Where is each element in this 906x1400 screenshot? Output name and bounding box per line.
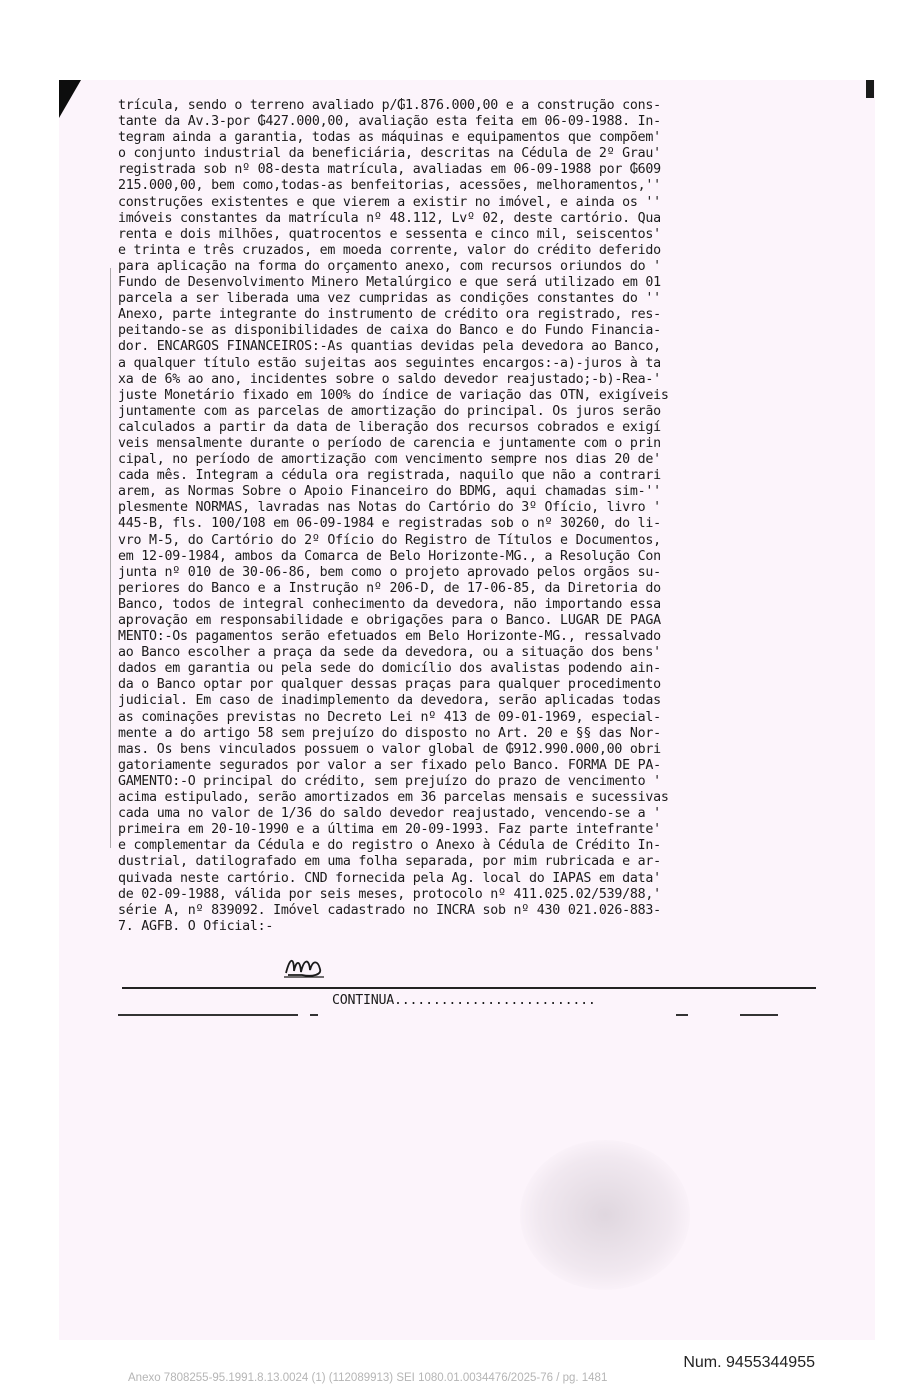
text-line: parcela a ser liberada uma vez cumpridas as condições constantes do '': [118, 291, 661, 307]
text-line: MENTO:-Os pagamentos serão efetuados em Belo Horizonte-MG., ressalvado: [118, 629, 661, 645]
document-body: [118, 98, 818, 935]
text-line: primeira em 20-10-1990 e a última em 20-09-1993. Faz parte intefrante': [118, 822, 661, 838]
text-line: plesmente NORMAS, lavradas nas Notas do Cartório do 3º Ofício, livro ': [118, 500, 661, 516]
text-line: 215.000,00, bem como,todas-as benfeitorias, acessões, melhoramentos,'': [118, 178, 661, 194]
text-line: xa de 6% ao ano, incidentes sobre o saldo devedor reajustado;-b)-Rea-': [118, 371, 661, 387]
text-line: aprovação em responsabilidade e obrigações para o Banco. LUGAR DE PAGA: [118, 613, 661, 628]
continua-label: CONTINUA..........................: [332, 993, 596, 1008]
bottom-scan-mark: [676, 1014, 688, 1016]
text-line: registrada sob nº 08-desta matrícula, avaliadas em 06-09-1988 por ₲609: [118, 162, 661, 178]
text-line: 445-B, fls. 100/108 em 06-09-1984 e registradas sob o nº 30260, do li-: [118, 516, 661, 532]
text-line: cada mês. Integram a cédula ora registrada, naquilo que não a contrari: [118, 468, 661, 484]
text-line: tegram ainda a garantia, todas as máquinas e equipamentos que compõem': [118, 130, 661, 146]
text-line: veis mensalmente durante o período de carencia e juntamente com o prin: [118, 435, 661, 451]
footer-reference: Anexo 7808255-95.1991.8.13.0024 (1) (112089913) SEI 1080.01.0034476/2025-76 / pg. 1481: [128, 1372, 608, 1384]
text-line: periores do Banco e a Instrução nº 206-D, de 17-06-85, da Diretoria do: [118, 580, 661, 596]
text-line: dados em garantia ou pela sede do domicílio dos avalistas podendo ain-: [118, 661, 661, 677]
text-line: cada uma no valor de 1/36 do saldo devedor reajustado, vencendo-se a ': [118, 806, 661, 822]
text-line: GAMENTO:-O principal do crédito, sem prejuízo do prazo de vencimento ': [118, 773, 661, 789]
document-number: Num. 9455344955: [683, 1354, 815, 1371]
text-line: quivada neste cartório. CND fornecida pela Ag. local do IAPAS em data': [118, 870, 661, 886]
text-line: série A, nº 839092. Imóvel cadastrado no INCRA sob nº 430 021.026-883-: [118, 902, 661, 918]
text-line: e trinta e três cruzados, em moeda corrente, valor do crédito deferido: [118, 242, 661, 258]
bottom-scan-mark: [310, 1014, 318, 1016]
text-line: da o Banco optar por qualquer dessas praças para qualquer procedimento: [118, 677, 661, 693]
text-line: juntamente com as parcelas de amortização do principal. Os juros serão: [118, 403, 661, 419]
text-line: para aplicação na forma do orçamento anexo, com recursos oriundos do ': [118, 258, 661, 274]
text-line: de 02-09-1988, válida por seis meses, protocolo nº 411.025.02/539/88,': [118, 886, 661, 902]
text-line: Banco, todos de integral conhecimento da devedora, não importando essa: [118, 596, 661, 612]
left-margin-line: [110, 268, 111, 848]
text-line: gatoriamente segurados por valor a ser fixado pelo Banco. FORMA DE PA-: [118, 757, 661, 773]
text-line: juste Monetário fixado em 100% do índice de variação das OTN, exigíveis: [118, 387, 669, 403]
text-line: dustrial, datilografado em uma folha separada, por mim rubricada e ar-: [118, 854, 661, 870]
text-line: trícula, sendo o terreno avaliado p/₲1.876.000,00 e a construção cons-: [118, 98, 661, 113]
official-signature: [282, 953, 326, 981]
text-line: judicial. Em caso de inadimplemento da devedora, serão aplicadas todas: [118, 693, 661, 709]
text-line: mas. Os bens vinculados possuem o valor global de ₲912.990.000,00 obri: [118, 741, 661, 757]
text-line: renta e dois milhões, quatrocentos e sessenta e cinco mil, seiscentos': [118, 226, 661, 242]
text-line: tante da Av.3-por ₲427.000,00, avaliação esta feita em 06-09-1988. In-: [118, 114, 661, 130]
text-line: cipal, no período de amortização com vencimento sempre nos dias 20 de': [118, 452, 661, 468]
text-line: calculados a partir da data de liberação dos recursos cobrados e exigí: [118, 419, 661, 435]
text-line: as cominações previstas no Decreto Lei nº 413 de 09-01-1969, especial-: [118, 709, 661, 725]
text-line: o conjunto industrial da beneficiária, descritas na Cédula de 2º Grau': [118, 146, 661, 162]
scan-corner-mark: [866, 80, 874, 98]
text-line: acima estipulado, serão amortizados em 36 parcelas mensais e sucessivas: [118, 790, 669, 806]
text-line: Fundo de Desenvolvimento Minero Metalúrgico e que será utilizado em 01: [118, 275, 661, 291]
text-line: arem, as Normas Sobre o Apoio Financeiro do BDMG, aqui chamadas sim-'': [118, 484, 661, 500]
bottom-scan-line: [118, 1014, 298, 1016]
text-line: junta nº 010 de 30-06-86, bem como o projeto aprovado pelos orgãos su-: [118, 564, 661, 580]
text-line: e complementar da Cédula e do registro o Anexo à Cédula de Crédito In-: [118, 838, 661, 854]
bottom-scan-mark: [740, 1014, 778, 1016]
text-line: a qualquer título estão sujeitas aos seguintes encargos:-a)-juros à ta: [118, 355, 661, 371]
text-line: 7. AGFB. O Oficial:-: [118, 918, 274, 934]
text-line: vro M-5, do Cartório do 2º Ofício do Registro de Títulos e Documentos,: [118, 532, 661, 548]
text-line: imóveis constantes da matrícula nº 48.112, Lvº 02, deste cartório. Qua: [118, 210, 661, 226]
text-line: dor. ENCARGOS FINANCEIROS:-As quantias devidas pela devedora ao Banco,: [118, 339, 661, 355]
text-line: peitando-se as disponibilidades de caixa do Banco e do Fundo Financia-: [118, 323, 661, 339]
text-line: construções existentes e que vierem a existir no imóvel, e ainda os '': [118, 194, 661, 210]
text-line: ao Banco escolher a praça da sede da devedora, ou a situação dos bens': [118, 645, 661, 661]
faded-stamp: [520, 1140, 690, 1290]
text-line: mente a do artigo 58 sem prejuízo do disposto no Art. 20 e §§ das Nor-: [118, 725, 661, 741]
scan-corner-shadow: [59, 80, 81, 118]
text-line: em 12-09-1984, ambos da Comarca de Belo Horizonte-MG., a Resolução Con: [118, 548, 661, 564]
text-line: Anexo, parte integrante do instrumento de crédito ora registrado, res-: [118, 307, 661, 323]
closing-rule: [122, 987, 816, 989]
